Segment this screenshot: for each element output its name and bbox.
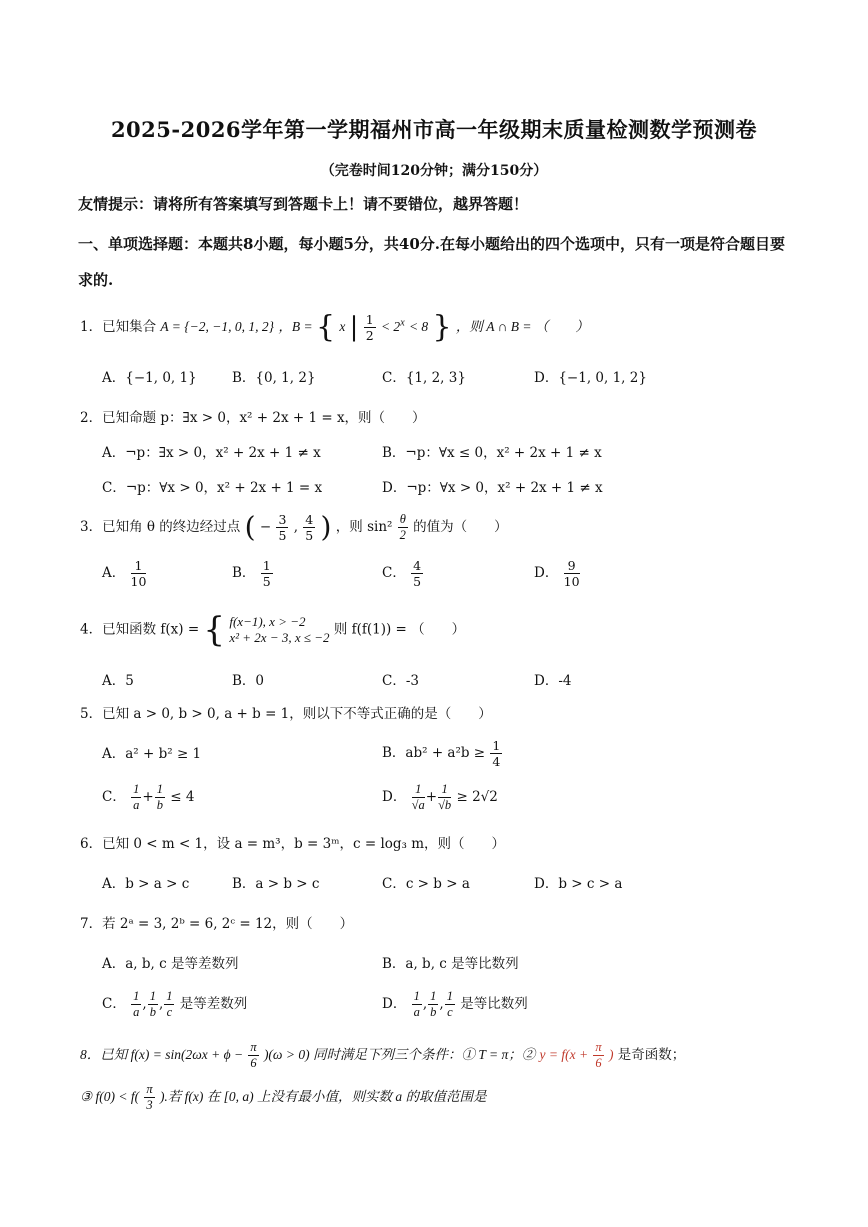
q8-lead: 8．已知 f(x) = sin(2ωx + ϕ − <box>80 1047 244 1062</box>
q7-option-c-tail: 是等差数列 <box>179 996 248 1012</box>
q5-option-c-label: C． <box>102 789 126 805</box>
q5-option-a[interactable]: A．a² + b² ≥ 1 <box>102 746 202 762</box>
q3-lead: 3．已知角 θ 的终边经过点 <box>80 519 241 535</box>
q1-cond: < 2 <box>380 319 401 334</box>
q1-set-a: A = {−2, −1, 0, 1, 2} <box>160 319 275 334</box>
q7-c-frac-b: $\frac{1}{b}$ <box>149 989 156 1019</box>
q2-option-b[interactable]: B．¬p：∀x ≤ 0，x² + 2x + 1 ≠ x <box>382 445 602 461</box>
exam-subtitle: （完卷时间120分钟；满分150分） <box>320 163 548 179</box>
q1-option-c[interactable]: C．{1, 2, 3} <box>382 370 466 386</box>
q4-case-1: f(x−1), x > −2 <box>229 614 306 629</box>
q4-tail: 则 f(f(1)) = （ ） <box>333 621 466 638</box>
q4-lead: 4．已知函数 f(x) = <box>80 621 204 638</box>
q4-brace: { <box>203 610 226 650</box>
q3-option-a-label: A． <box>102 565 126 581</box>
q3-option-d[interactable] <box>534 558 581 589</box>
q7-option-d-label: D． <box>382 996 407 1012</box>
q3-frac-y: $\frac{4}{5}$ <box>305 512 314 543</box>
q5-option-c-frac-a: $\frac{1}{a}$ <box>133 782 140 812</box>
q5-option-d-label: D． <box>382 789 407 805</box>
q7-c-frac-a: $\frac{1}{a}$ <box>133 989 140 1019</box>
q7-option-b[interactable]: B．a, b, c 是等比数列 <box>382 956 519 972</box>
q8-line2b: ).若 f(x) 在 [0, a) 上没有最小值，则实数 a 的取值范围是 <box>159 1089 487 1104</box>
q1-set-b-pre: ，B = <box>278 319 316 334</box>
q4-option-d[interactable]: D．-4 <box>534 673 572 689</box>
q5-option-d[interactable]: D． $\frac{1}{√a}$ + $\frac{1}{√b}$ ≥ 2√2 <box>382 782 498 812</box>
q7-option-d-tail: 是等比数列 <box>460 996 528 1012</box>
q5-option-c-frac-b: $\frac{1}{b}$ <box>156 782 163 812</box>
q8-line2a: ③ f(0) < f( <box>80 1089 140 1104</box>
q7-c-frac-c: $\frac{1}{c}$ <box>166 989 173 1019</box>
q3-half-theta: $\frac{\theta}{2}$ <box>399 512 406 542</box>
q7-option-c-label: C． <box>102 996 126 1012</box>
q5-option-c-tail: ≤ 4 <box>170 789 195 805</box>
q3-minus: − <box>259 519 272 535</box>
q3-option-d-frac: $\frac{9}{10}$ <box>563 558 580 589</box>
q2-option-d[interactable]: D．¬p：∀x > 0，x² + 2x + 1 ≠ x <box>382 480 603 496</box>
q6-option-b[interactable]: B．a > b > c <box>232 876 320 892</box>
q1-half: $\frac{1}{2}$ <box>365 312 374 343</box>
q4-option-c[interactable]: C．-3 <box>382 673 419 689</box>
q4-cases <box>229 614 329 646</box>
question-7: 7．若 2ᵃ = 3, 2ᵇ = 6, 2ᶜ = 12，则（ ） <box>80 916 354 932</box>
q8-red-pi-6: $\frac{\pi}{6}$ <box>595 1040 602 1070</box>
q1-bar: | <box>349 312 359 343</box>
q6-option-c[interactable]: C．c > b > a <box>382 876 470 892</box>
q1-var-x: x <box>339 319 346 334</box>
q5-option-b-frac: $\frac{1}{4}$ <box>492 738 501 769</box>
q8-tail: 是奇函数； <box>617 1047 686 1063</box>
q1-brace-right: } <box>432 309 452 345</box>
q3-option-d-label: D． <box>534 565 559 581</box>
question-8-line-2 <box>80 1082 487 1113</box>
q2-option-c[interactable]: C．¬p：∀x > 0，x² + 2x + 1 = x <box>102 480 323 496</box>
q2-option-a[interactable]: A．¬p：∃x > 0，x² + 2x + 1 ≠ x <box>102 445 321 461</box>
q7-option-d[interactable]: D． $\frac{1}{a}$ , $\frac{1}{b}$ , $\frac{1}{c}$ 是等比数列 <box>382 989 528 1019</box>
question-6: 6．已知 0 < m < 1，设 a = m³，b = 3ᵐ，c = log₃ m，则（ ） <box>80 836 506 852</box>
q6-option-a[interactable]: A．b > a > c <box>102 876 190 892</box>
friendly-tip: 友情提示：请将所有答案填写到答题卡上！请不要错位，越界答题！ <box>78 195 529 213</box>
q8-mid: )(ω > 0) 同时满足下列三个条件：① T = π；② <box>263 1047 536 1062</box>
q7-option-a[interactable]: A．a, b, c 是等差数列 <box>102 956 239 972</box>
q8-red-close: ) <box>608 1047 614 1062</box>
q1-cond2: < 8 <box>408 319 429 334</box>
q1-option-a[interactable]: A．{−1, 0, 1} <box>102 370 197 386</box>
q3-paren-left: ( <box>244 510 256 544</box>
q3-tail: 的值为（ ） <box>413 519 508 535</box>
q3-option-c-frac: $\frac{4}{5}$ <box>413 558 422 589</box>
q1-option-d[interactable]: D．{−1, 0, 1, 2} <box>534 370 647 386</box>
q3-option-b[interactable] <box>232 558 274 589</box>
question-4 <box>80 610 466 650</box>
question-5: 5．已知 a > 0, b > 0, a + b = 1，则以下不等式正确的是（ ） <box>80 706 492 722</box>
question-8 <box>80 1040 685 1071</box>
q5-option-b-label: B．ab² + a²b ≥ <box>382 745 486 761</box>
question-1 <box>80 309 589 345</box>
q3-option-a-frac: $\frac{1}{10}$ <box>130 558 147 589</box>
q3-option-b-frac: $\frac{1}{5}$ <box>262 558 271 589</box>
q5-option-c[interactable]: C． $\frac{1}{a}$ + $\frac{1}{b}$ ≤ 4 <box>102 782 195 812</box>
section-heading: 一、单项选择题：本题共8小题，每小题5分，共40分.在每小题给出的四个选项中，只有一项是符合题目要求的. <box>78 235 785 289</box>
q1-brace-left: { <box>315 309 336 345</box>
q5-option-b[interactable] <box>382 738 503 769</box>
q8-pi-6: $\frac{\pi}{6}$ <box>250 1040 257 1070</box>
q7-d-frac-c: $\frac{1}{c}$ <box>446 989 453 1019</box>
q1-lead: 1．已知集合 <box>80 319 157 335</box>
q1-option-b[interactable]: B．{0, 1, 2} <box>232 370 316 386</box>
q3-mid: ，则 sin² <box>335 519 393 535</box>
q3-frac-x: $\frac{3}{5}$ <box>278 512 287 543</box>
q7-option-c[interactable]: C． $\frac{1}{a}$ , $\frac{1}{b}$ , $\frac{1}{c}$ 是等差数列 <box>102 989 248 1019</box>
q6-option-d[interactable]: D．b > c > a <box>534 876 623 892</box>
q1-exp: x <box>400 317 405 329</box>
q7-d-frac-a: $\frac{1}{a}$ <box>413 989 420 1019</box>
q3-comma: , <box>293 519 298 535</box>
q3-paren-right: ) <box>320 510 332 544</box>
q3-option-b-label: B． <box>232 565 256 581</box>
q5-option-d-tail: ≥ 2√2 <box>456 789 498 805</box>
q5-option-d-frac-a: $\frac{1}{√a}$ <box>411 782 425 812</box>
q3-option-a[interactable] <box>102 558 147 589</box>
q3-option-c-label: C． <box>382 565 406 581</box>
q4-option-a[interactable]: A．5 <box>102 673 134 689</box>
exam-title: 2025-2026学年第一学期福州市高一年级期末质量检测数学预测卷 <box>110 117 758 142</box>
q8-red-func: y = f(x + <box>539 1047 589 1062</box>
q5-option-d-frac-b: $\frac{1}{√b}$ <box>438 782 452 812</box>
q3-option-c[interactable] <box>382 558 424 589</box>
q1-tail: ，则 A ∩ B = （ ） <box>455 319 589 334</box>
q4-case-2: x² + 2x − 3, x ≤ −2 <box>229 630 330 645</box>
question-2: 2．已知命题 p：∃x > 0，x² + 2x + 1 = x，则（ ） <box>80 410 426 426</box>
q4-option-b[interactable]: B．0 <box>232 673 265 689</box>
q7-d-frac-b: $\frac{1}{b}$ <box>430 989 437 1019</box>
q8-pi-3: $\frac{\pi}{3}$ <box>146 1082 153 1112</box>
question-3 <box>80 512 508 543</box>
